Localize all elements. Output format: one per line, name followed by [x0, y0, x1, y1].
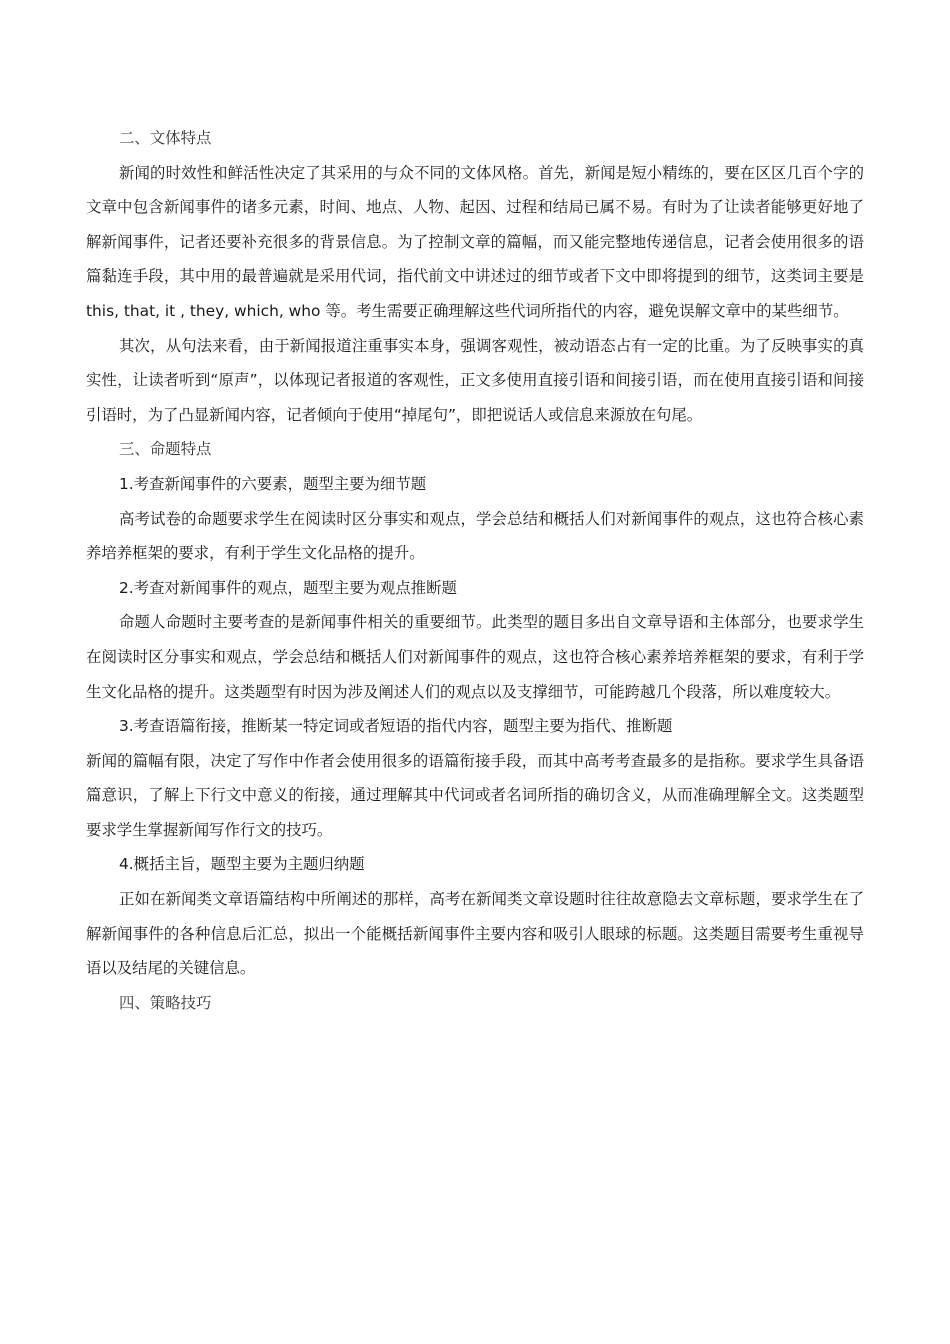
section-heading-style-features: 二、文体特点 — [119, 129, 212, 147]
section-heading-question-features: 三、命题特点 — [119, 440, 212, 459]
paragraph-important-details: 命题人命题时主要考查的是新闻事件相关的重要细节。此类型的题目多出自文章导语和主体部分，也要求学生在阅读时区分事实和观点，学会总结和概括人们对新闻事件的观点，这也符合核心素养培养框架的要求，有利于学生文化品格的提升。这类题型有时因为涉及阐述人们的观点以及支撑细节，可能跨越几个段落，所以难度较大。 — [86, 613, 864, 701]
subheading-six-elements: 1.考查新闻事件的六要素，题型主要为细节题 — [119, 474, 427, 493]
subheading-viewpoints: 2.考查对新闻事件的观点，题型主要为观点推断题 — [119, 578, 457, 597]
subheading-cohesion: 3.考查语篇衔接，推断某一特定词或者短语的指代内容，题型主要为指代、推断题 — [119, 717, 673, 736]
document-page — [86, 121, 864, 1020]
paragraph-news-timeliness: 新闻的时效性和鲜活性决定了其采用的与众不同的文体风格。首先，新闻是短小精练的，要在区区几百个字的文章中包含新闻事件的诸多元素，时间、地点、人物、起因、过程和结局已属不易。有时为了让读者能够更好地了解新闻事件，记者还要补充很多的背景信息。为了控制文章的篇幅，而又能完整地传递信息，记者会使用很多的语篇黏连手段，其中用的最普遍就是采用代词，指代前文中讲述过的细节或者下文中即将提到的细节，这类词主要是 this, that, it , they, which, who 等。考生需要正确理解这些代词所指代的内容，避免误解文章中的某些细节。 — [86, 163, 864, 320]
paragraph-syntax: 其次，从句法来看，由于新闻报道注重事实本身，强调客观性，被动语态占有一定的比重。为了反映事实的真实性，让读者听到“原声”，以体现记者报道的客观性，正文多使用直接引语和间接引语，而在使用直接引语和间接引语时，为了凸显新闻内容，记者倾向于使用“掉尾句”，即把说话人或信息来源放在句尾。 — [86, 336, 864, 424]
subheading-main-idea: 4.概括主旨，题型主要为主题归纳题 — [119, 855, 365, 874]
paragraph-reference: 新闻的篇幅有限，决定了写作中作者会使用很多的语篇衔接手段，而其中高考考查最多的是指称。要求学生具备语篇意识，了解上下行文中意义的衔接，通过理解其中代词或者名词所指的确切含义，从而准确理解全文。这类题型要求学生掌握新闻写作行文的技巧。 — [86, 751, 864, 839]
section-heading-strategies: 四、策略技巧 — [119, 993, 212, 1012]
paragraph-title-summary: 正如在新闻类文章语篇结构中所阐述的那样，高考在新闻类文章设题时往往故意隐去文章标题，要求学生在了解新闻事件的各种信息后汇总，拟出一个能概括新闻事件主要内容和吸引人眼球的标题。这类题目需要考生重视导语以及结尾的关键信息。 — [86, 890, 864, 978]
paragraph-exam-requirements: 高考试卷的命题要求学生在阅读时区分事实和观点，学会总结和概括人们对新闻事件的观点，这也符合核心素养培养框架的要求，有利于学生文化品格的提升。 — [86, 509, 864, 563]
